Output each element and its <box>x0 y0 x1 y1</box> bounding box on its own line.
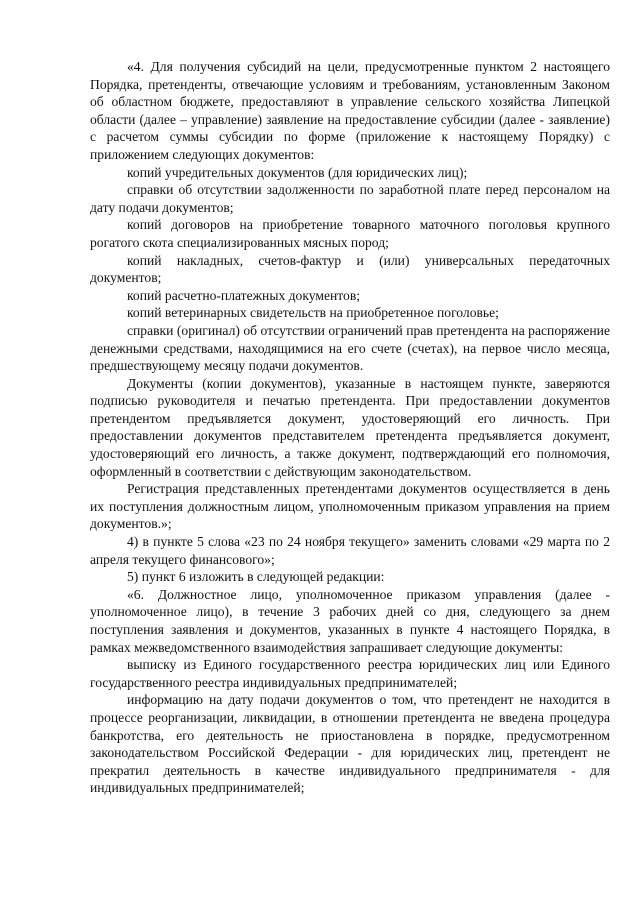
paragraph-purchase-contracts: копий договоров на приобретение товарного маточного поголовья крупного рогатого скота специализированных мясных пород; <box>90 217 610 250</box>
paragraph-veterinary-certificates: копий ветеринарных свидетельств на приобретенное поголовье; <box>127 305 499 321</box>
paragraph-item-6-intro: «6. Должностное лицо, уполномоченное приказом управления (далее - уполномоченное лицо), в течение 3 рабочих дней со дня, следующего за днем поступления заявления и документов, указанных в пункте 4 настоящего Порядка, в рамках межведомственного взаимодействия запрашивает следующие документы: <box>90 586 610 655</box>
paragraph-item-4-intro: «4. Для получения субсидий на цели, предусмотренные пунктом 2 настоящего Порядка, претенденты, отвечающие условиям и требованиям, установленным Законом об областном бюджете, предоставляют в управление сельского хозяйства Липецкой области (далее – управление) заявление на предоставление субсидии (далее - заявление) с расчетом суммы субсидии по форме (приложение к настоящему Порядку) с приложением следующих документов: <box>90 59 610 162</box>
paragraph-payment-documents: копий расчетно-платежных документов; <box>127 287 361 303</box>
paragraph-registration: Регистрация представленных претендентами документов осуществляется в день их поступления должностным лицом, уполномоченным приказом управления на прием документов.»; <box>90 481 610 532</box>
paragraph-founding-documents: копий учредительных документов (для юридических лиц); <box>127 164 468 180</box>
paragraph-registry-extract: выписку из Единого государственного реестра юридических лиц или Единого государственного реестра индивидуальных предпринимателей; <box>90 657 610 690</box>
document-page <box>90 58 610 797</box>
paragraph-document-certification: Документы (копии документов), указанные в настоящем пункте, заверяются подписью руководителя и печатью претендента. При предоставлении документов претендентом предъявляется документ, удостоверяющий его личность. При предоставлении документов представителем претендента предъявляется документ, удостоверяющий его личность, а также документ, подтверждающий его полномочия, оформленный в соответствии с действующим законодательством. <box>90 375 610 479</box>
paragraph-salary-debt-certificate: справки об отсутствии задолженности по заработной плате перед персоналом на дату подачи документов; <box>90 182 610 215</box>
paragraph-account-restrictions: справки (оригинал) об отсутствии ограничений прав претендента на распоряжение денежными средствами, находящимися на его счете (счетах), на первое число месяца, предшествующему месяцу подачи документов. <box>90 322 610 374</box>
paragraph-amendment-item-5: 4) в пункте 5 слова «23 по 24 ноября текущего» заменить словами «29 марта по 2 апреля текущего финансового»; <box>90 534 610 567</box>
paragraph-amendment-item-6-heading: 5) пункт 6 изложить в следующей редакции: <box>127 569 385 585</box>
paragraph-reorganization-info: информацию на дату подачи документов о том, что претендент не находится в процессе реорганизации, ликвидации, в отношении претендента не введена процедура банкротства, его деятельность не приостановлена в порядке, предусмотренном законодательством Российской Федерации - для юридических лиц, претендент не прекратил деятельность в качестве индивидуального предпринимателя - для индивидуальных предпринимателей; <box>90 692 610 796</box>
paragraph-invoices: копий накладных, счетов-фактур и (или) универсальных передаточных документов; <box>90 252 610 286</box>
